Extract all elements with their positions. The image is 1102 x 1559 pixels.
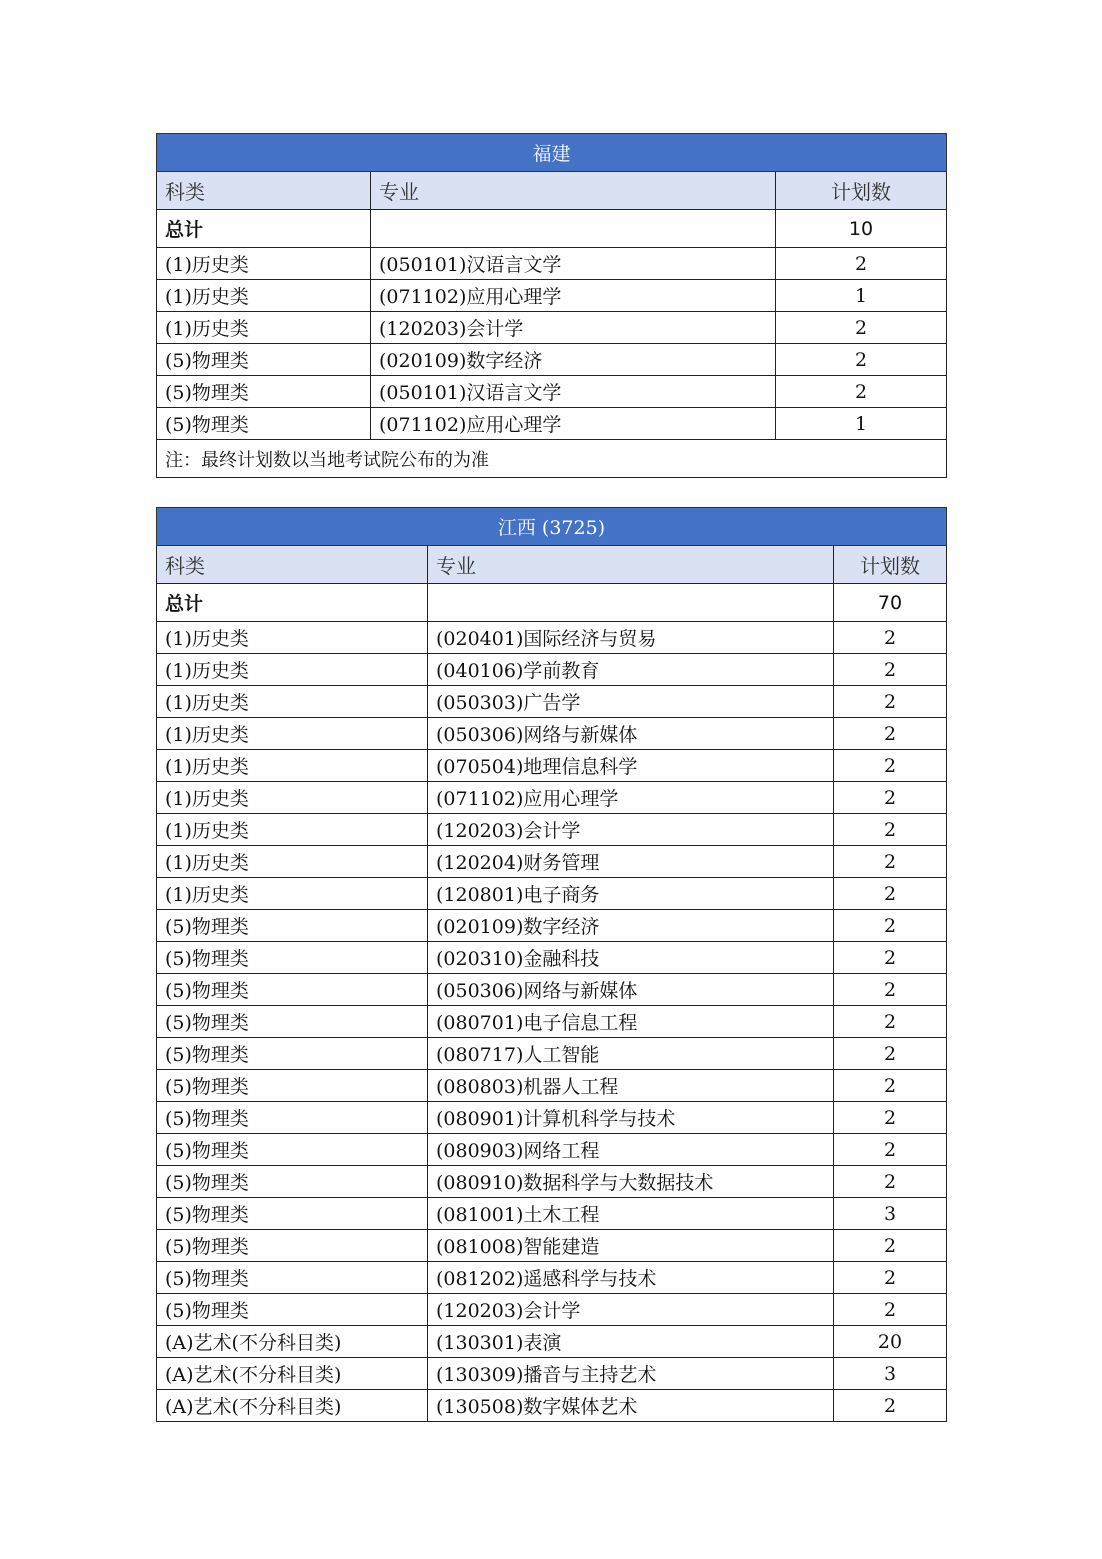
table-title-row	[157, 508, 947, 546]
cell-category: (5)物理类	[157, 1230, 428, 1262]
cell-category: (1)历史类	[157, 622, 428, 654]
cell-major: (120204)财务管理	[428, 846, 834, 878]
table-row	[157, 376, 947, 408]
cell-major: (070504)地理信息科学	[428, 750, 834, 782]
cell-major: (080901)计算机科学与技术	[428, 1102, 834, 1134]
cell-category: (1)历史类	[157, 878, 428, 910]
table-row	[157, 1262, 947, 1294]
cell-category: (5)物理类	[157, 974, 428, 1006]
cell-category: (5)物理类	[157, 942, 428, 974]
cell-count: 2	[834, 1070, 947, 1102]
cell-count: 2	[834, 878, 947, 910]
cell-category: (5)物理类	[157, 1134, 428, 1166]
cell-category: (1)历史类	[157, 248, 371, 280]
cell-category: (5)物理类	[157, 344, 371, 376]
cell-count: 2	[834, 1230, 947, 1262]
cell-category: (5)物理类	[157, 1262, 428, 1294]
table-row	[157, 974, 947, 1006]
cell-major: (120203)会计学	[428, 814, 834, 846]
table-row	[157, 1198, 947, 1230]
cell-count: 2	[834, 1166, 947, 1198]
cell-category: (1)历史类	[157, 654, 428, 686]
table-row	[157, 248, 947, 280]
cell-major: (081008)智能建造	[428, 1230, 834, 1262]
cell-major: (071102)应用心理学	[371, 408, 776, 440]
table-row	[157, 942, 947, 974]
cell-major: (120203)会计学	[428, 1294, 834, 1326]
cell-major: (120801)电子商务	[428, 878, 834, 910]
cell-count: 20	[834, 1326, 947, 1358]
table-row	[157, 782, 947, 814]
header-major: 专业	[371, 172, 776, 210]
cell-major: (080803)机器人工程	[428, 1070, 834, 1102]
note-row	[157, 440, 947, 478]
total-major	[428, 584, 834, 622]
total-count: 10	[776, 210, 947, 248]
cell-major: (020401)国际经济与贸易	[428, 622, 834, 654]
cell-category: (5)物理类	[157, 1294, 428, 1326]
total-row	[157, 210, 947, 248]
cell-count: 2	[834, 974, 947, 1006]
cell-count: 2	[834, 1134, 947, 1166]
cell-count: 1	[776, 408, 947, 440]
cell-count: 2	[834, 814, 947, 846]
cell-major: (080910)数据科学与大数据技术	[428, 1166, 834, 1198]
cell-count: 2	[776, 344, 947, 376]
table-row	[157, 910, 947, 942]
table-title: 江西 (3725)	[157, 508, 947, 546]
cell-major: (050101)汉语言文学	[371, 248, 776, 280]
cell-count: 3	[834, 1198, 947, 1230]
cell-count: 1	[776, 280, 947, 312]
cell-major: (080701)电子信息工程	[428, 1006, 834, 1038]
cell-category: (5)物理类	[157, 376, 371, 408]
cell-major: (071102)应用心理学	[371, 280, 776, 312]
cell-count: 2	[776, 376, 947, 408]
total-count: 70	[834, 584, 947, 622]
table-row	[157, 686, 947, 718]
cell-major: (130301)表演	[428, 1326, 834, 1358]
table-row	[157, 408, 947, 440]
table-row	[157, 622, 947, 654]
header-count: 计划数	[834, 546, 947, 584]
cell-count: 2	[834, 782, 947, 814]
total-label: 总计	[157, 210, 371, 248]
table-row	[157, 1070, 947, 1102]
cell-category: (5)物理类	[157, 910, 428, 942]
cell-count: 2	[834, 846, 947, 878]
cell-category: (1)历史类	[157, 846, 428, 878]
cell-major: (071102)应用心理学	[428, 782, 834, 814]
cell-major: (020109)数字经济	[428, 910, 834, 942]
cell-category: (1)历史类	[157, 312, 371, 344]
cell-count: 2	[834, 942, 947, 974]
cell-category: (5)物理类	[157, 1038, 428, 1070]
cell-category: (1)历史类	[157, 814, 428, 846]
cell-count: 2	[834, 622, 947, 654]
cell-category: (1)历史类	[157, 686, 428, 718]
header-category: 科类	[157, 546, 428, 584]
total-row	[157, 584, 947, 622]
table-row	[157, 1326, 947, 1358]
cell-major: (130309)播音与主持艺术	[428, 1358, 834, 1390]
table-row	[157, 878, 947, 910]
cell-count: 2	[776, 312, 947, 344]
table-row	[157, 654, 947, 686]
cell-category: (1)历史类	[157, 718, 428, 750]
cell-category: (5)物理类	[157, 1006, 428, 1038]
total-major	[371, 210, 776, 248]
table-header-row	[157, 172, 947, 210]
header-category: 科类	[157, 172, 371, 210]
table-title: 福建	[157, 134, 947, 172]
cell-major: (080717)人工智能	[428, 1038, 834, 1070]
cell-major: (081001)土木工程	[428, 1198, 834, 1230]
cell-count: 2	[834, 1262, 947, 1294]
table-row	[157, 750, 947, 782]
cell-major: (120203)会计学	[371, 312, 776, 344]
header-count: 计划数	[776, 172, 947, 210]
fujian-plan-table	[156, 133, 947, 478]
cell-category: (1)历史类	[157, 750, 428, 782]
cell-major: (080903)网络工程	[428, 1134, 834, 1166]
cell-category: (5)物理类	[157, 408, 371, 440]
table-row	[157, 1390, 947, 1422]
cell-major: (020310)金融科技	[428, 942, 834, 974]
cell-major: (050303)广告学	[428, 686, 834, 718]
cell-major: (020109)数字经济	[371, 344, 776, 376]
cell-major: (050306)网络与新媒体	[428, 718, 834, 750]
cell-major: (081202)遥感科学与技术	[428, 1262, 834, 1294]
cell-count: 2	[834, 750, 947, 782]
cell-category: (A)艺术(不分科目类)	[157, 1326, 428, 1358]
cell-count: 2	[834, 654, 947, 686]
cell-count: 2	[834, 1006, 947, 1038]
table-row	[157, 1134, 947, 1166]
cell-count: 2	[834, 910, 947, 942]
total-label: 总计	[157, 584, 428, 622]
table-header-row	[157, 546, 947, 584]
note-text: 注：最终计划数以当地考试院公布的为准	[157, 440, 947, 478]
cell-count: 2	[776, 248, 947, 280]
cell-category: (5)物理类	[157, 1198, 428, 1230]
cell-count: 2	[834, 1390, 947, 1422]
cell-major: (050306)网络与新媒体	[428, 974, 834, 1006]
cell-count: 2	[834, 1294, 947, 1326]
table-row	[157, 344, 947, 376]
cell-category: (5)物理类	[157, 1070, 428, 1102]
cell-count: 2	[834, 1102, 947, 1134]
cell-count: 2	[834, 686, 947, 718]
table-row	[157, 1102, 947, 1134]
cell-major: (040106)学前教育	[428, 654, 834, 686]
table-row	[157, 814, 947, 846]
table-row	[157, 1166, 947, 1198]
jiangxi-plan-table	[156, 507, 947, 1422]
cell-count: 2	[834, 718, 947, 750]
table-row	[157, 280, 947, 312]
table-row	[157, 718, 947, 750]
table-row	[157, 312, 947, 344]
cell-count: 2	[834, 1038, 947, 1070]
cell-category: (1)历史类	[157, 782, 428, 814]
cell-count: 3	[834, 1358, 947, 1390]
table-row	[157, 1006, 947, 1038]
table-title-row	[157, 134, 947, 172]
cell-category: (5)物理类	[157, 1102, 428, 1134]
table-row	[157, 1294, 947, 1326]
cell-category: (5)物理类	[157, 1166, 428, 1198]
table-row	[157, 1230, 947, 1262]
cell-category: (A)艺术(不分科目类)	[157, 1390, 428, 1422]
cell-category: (A)艺术(不分科目类)	[157, 1358, 428, 1390]
cell-category: (1)历史类	[157, 280, 371, 312]
header-major: 专业	[428, 546, 834, 584]
cell-major: (130508)数字媒体艺术	[428, 1390, 834, 1422]
table-row	[157, 1358, 947, 1390]
table-row	[157, 846, 947, 878]
table-row	[157, 1038, 947, 1070]
cell-major: (050101)汉语言文学	[371, 376, 776, 408]
